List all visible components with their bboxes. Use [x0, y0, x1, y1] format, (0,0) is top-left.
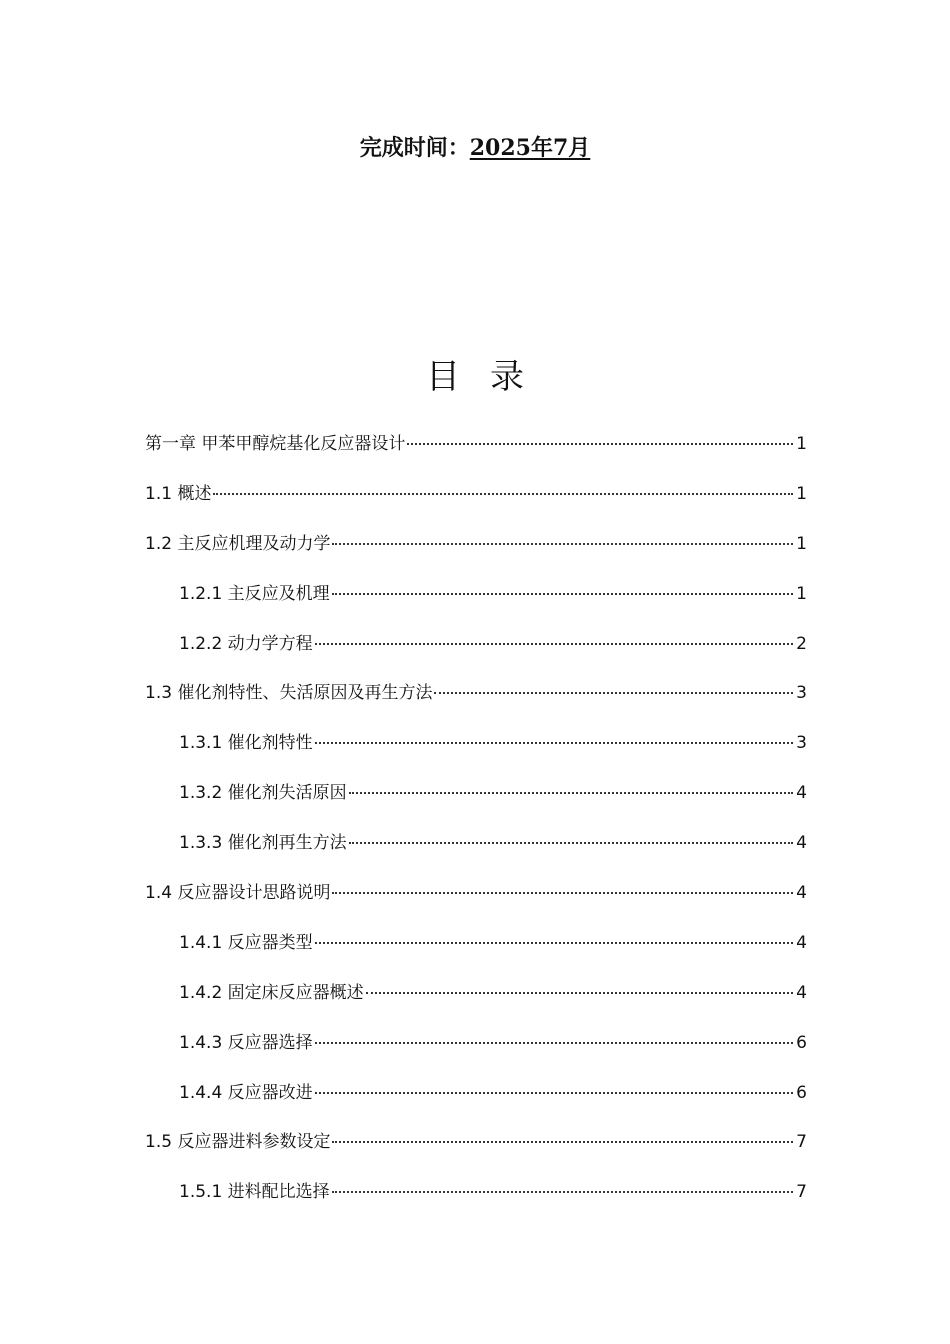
- toc-dot-leader: [349, 842, 794, 844]
- toc-entry[interactable]: [145, 976, 807, 1026]
- toc-entry[interactable]: [145, 477, 807, 527]
- toc-entry-page: 7: [796, 1132, 807, 1153]
- toc-entry[interactable]: [145, 527, 807, 577]
- toc-entry-page: 4: [796, 883, 807, 904]
- toc-entry[interactable]: [145, 1175, 807, 1225]
- toc-dot-leader: [315, 742, 794, 744]
- toc-dot-leader: [315, 1042, 794, 1044]
- toc-entry-page: 2: [796, 633, 807, 654]
- toc-entry-page: 6: [796, 1082, 807, 1103]
- toc-entry-page: 1: [796, 434, 807, 454]
- toc-entry-page: 1: [796, 533, 807, 554]
- toc-entry[interactable]: [145, 627, 807, 677]
- completion-date: 2025年7月: [469, 135, 591, 161]
- toc-entry-title: 1.2.2 动力学方程: [179, 633, 313, 654]
- toc-entry-title: 1.3.1 催化剂特性: [179, 733, 313, 754]
- toc-entry-title: 1.3 催化剂特性、失活原因及再生方法: [145, 683, 433, 704]
- toc-entry-page: 4: [796, 982, 807, 1003]
- toc-entry[interactable]: [145, 926, 807, 976]
- toc-entry[interactable]: [145, 826, 807, 876]
- toc-entry-page: 3: [796, 683, 807, 704]
- toc-entry-title: 1.4.3 反应器选择: [179, 1032, 313, 1053]
- toc-entry[interactable]: [145, 876, 807, 926]
- toc-dot-leader: [349, 792, 794, 794]
- toc-entry-title: 1.4.1 反应器类型: [179, 932, 313, 953]
- toc-dot-leader: [213, 493, 793, 495]
- completion-label: 完成时间：: [359, 135, 470, 161]
- toc-entry-title: 1.5.1 进料配比选择: [179, 1182, 330, 1203]
- toc-entry-title: 1.5 反应器进料参数设定: [145, 1132, 331, 1153]
- toc-entry[interactable]: [145, 726, 807, 776]
- toc-title: 目录: [426, 357, 554, 397]
- toc-entry[interactable]: [145, 776, 807, 826]
- toc-dot-leader: [332, 593, 794, 595]
- toc-dot-leader: [434, 692, 793, 694]
- toc-entry-title: 1.4.4 反应器改进: [179, 1082, 313, 1103]
- toc-entry-title: 1.4.2 固定床反应器概述: [179, 982, 364, 1003]
- toc-dot-leader: [366, 992, 794, 994]
- toc-dot-leader: [332, 892, 793, 894]
- completion-time: [0, 131, 950, 165]
- toc-entry-page: 1: [796, 583, 807, 604]
- toc-dot-leader: [332, 1191, 794, 1193]
- toc-dot-leader: [332, 543, 793, 545]
- toc-dot-leader: [407, 443, 793, 445]
- toc-entry-title: 1.2 主反应机理及动力学: [145, 533, 331, 554]
- toc-dot-leader: [315, 942, 794, 944]
- toc-entry-title: 1.4 反应器设计思路说明: [145, 883, 331, 904]
- toc-entry[interactable]: [145, 577, 807, 627]
- toc-entry-title: 1.3.3 催化剂再生方法: [179, 833, 347, 854]
- table-of-contents: [145, 427, 807, 1225]
- toc-entry-title: 1.2.1 主反应及机理: [179, 583, 330, 604]
- toc-entry-title: 1.3.2 催化剂失活原因: [179, 783, 347, 804]
- toc-entry-page: 4: [796, 783, 807, 804]
- toc-entry[interactable]: [145, 1076, 807, 1126]
- toc-entry[interactable]: [145, 427, 807, 477]
- toc-entry-page: 6: [796, 1032, 807, 1053]
- toc-entry-page: 1: [796, 483, 807, 504]
- toc-dot-leader: [315, 1092, 794, 1094]
- toc-entry[interactable]: [145, 676, 807, 726]
- toc-entry-title: 1.1 概述: [145, 483, 212, 504]
- toc-entry-page: 3: [796, 733, 807, 754]
- toc-entry[interactable]: [145, 1026, 807, 1076]
- toc-entry[interactable]: [145, 1125, 807, 1175]
- toc-dot-leader: [332, 1141, 793, 1143]
- toc-entry-page: 4: [796, 833, 807, 854]
- toc-entry-title: 第一章 甲苯甲醇烷基化反应器设计: [145, 434, 406, 454]
- toc-entry-page: 7: [796, 1182, 807, 1203]
- toc-dot-leader: [315, 643, 794, 645]
- toc-entry-page: 4: [796, 932, 807, 953]
